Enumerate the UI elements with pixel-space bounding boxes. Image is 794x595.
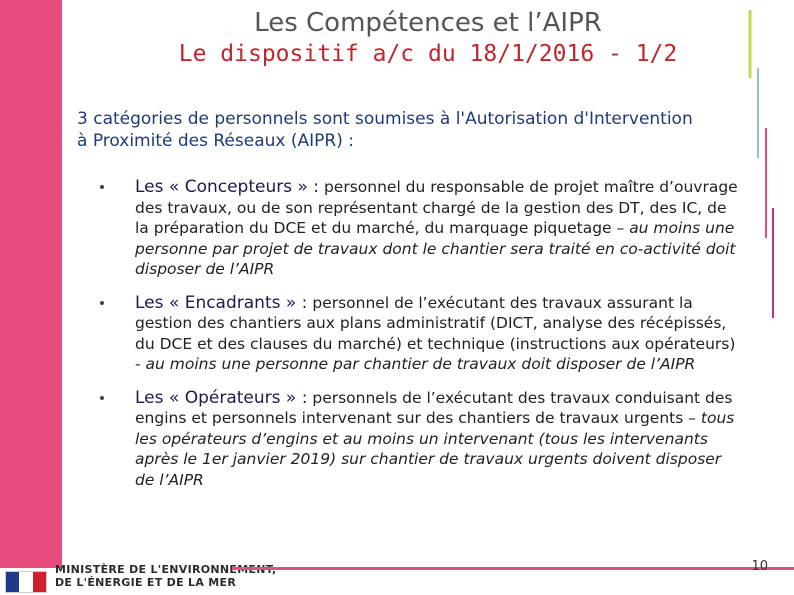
ministry-line-1: MINISTÈRE DE L'ENVIRONNEMENT, xyxy=(55,563,277,576)
slide-title xyxy=(62,8,794,70)
item-heading: Les « Encadrants » : xyxy=(135,292,308,313)
item-text: personnel du responsable de projet maître d’ouvrage des travaux, ou de son représentant chargé de la gestion des DT, des IC, de la préparation du DCE et du marché, du marquage piquetage – xyxy=(135,178,738,237)
bullet-icon xyxy=(100,301,104,305)
footer-bar xyxy=(232,567,794,590)
item-heading: Les « Concepteurs » : xyxy=(135,177,320,197)
item-italic-text: au moins une personne par projet de travaux dont le chantier sera traité en co-activité doit disposer de l’AIPR xyxy=(135,219,736,278)
intro-text: 3 catégories de personnels sont soumises à l'Autorisation d'Intervention à Proximité des Réseaux (AIPR) : xyxy=(77,109,693,151)
list-item-operateurs xyxy=(100,388,740,491)
page-number: 10 xyxy=(751,559,768,574)
republic-flag-logo xyxy=(5,571,47,593)
category-list xyxy=(100,177,740,503)
ministry-line-2: DE L'ÉNERGIE ET DE LA MER xyxy=(55,576,237,589)
item-heading: Les « Opérateurs » : xyxy=(135,387,308,408)
item-italic-text: au moins une personne par chantier de travaux doit disposer de l’AIPR xyxy=(145,355,696,373)
title-line-2: Le dispositif a/c du 18/1/2016 - 1/2 xyxy=(178,41,678,67)
list-item-encadrants xyxy=(100,293,740,375)
list-item-concepteurs xyxy=(100,177,740,280)
item-text: personnels de l’exécutant des travaux conduisant des engins et personnels intervenant sur des chantiers de travaux urgents – xyxy=(135,388,733,427)
item-text: personnel de l’exécutant des travaux assurant la gestion des chantiers aux plans administratif (DICT, analyse des récépissés, du DCE et des clauses du marché) et technique (instructions aux opérateurs) - xyxy=(135,293,736,373)
bullet-icon xyxy=(100,396,104,400)
footer xyxy=(0,559,794,595)
bullet-icon xyxy=(100,185,104,189)
side-color-band xyxy=(0,0,62,568)
item-italic-text: tous les opérateurs d’engins et au moins un intervenant (tous les intervenants après le 1er janvier 2019) sur chantier de travaux urgents doivent disposer de l’AIPR xyxy=(135,409,735,489)
title-line-1: Les Compétences et l’AIPR xyxy=(254,8,602,38)
